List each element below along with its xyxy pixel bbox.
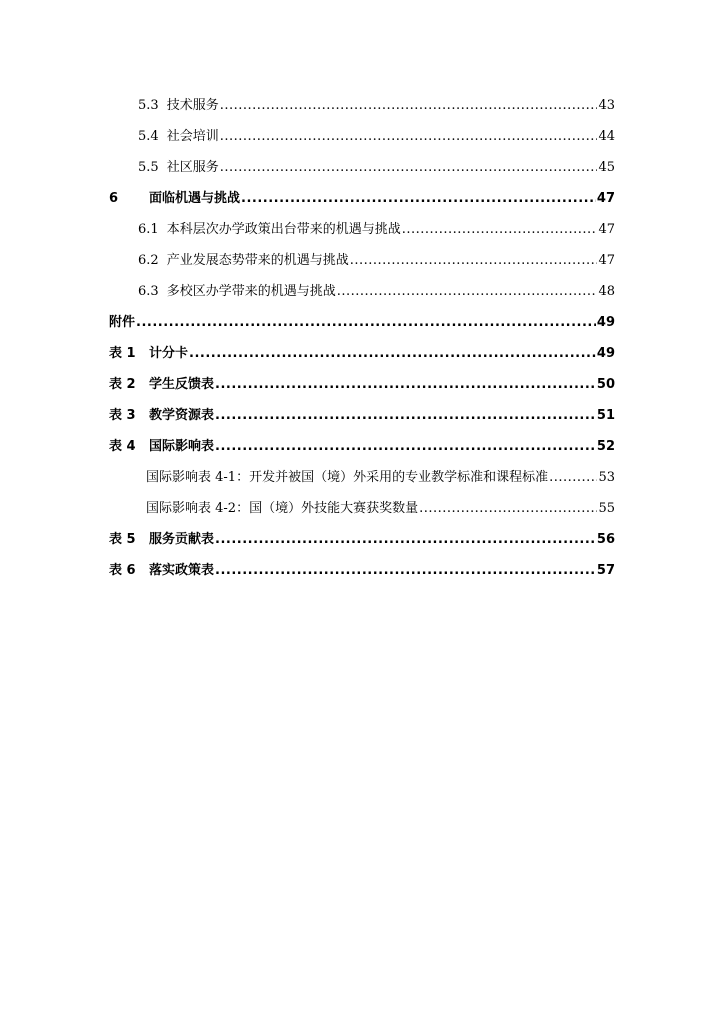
toc-leader-dots (215, 559, 596, 583)
toc-chapter-entry[interactable] (109, 342, 615, 373)
toc-entry-number: 表 2 (109, 377, 136, 392)
toc-leader-dots (419, 497, 597, 521)
toc-entry[interactable] (109, 156, 615, 187)
toc-entry-title: 附件 (109, 315, 136, 330)
toc-entry[interactable] (109, 280, 615, 311)
toc-entry-title: 国际影响表 (149, 439, 215, 454)
toc-leader-dots (215, 373, 596, 397)
toc-entry-title: 服务贡献表 (149, 532, 215, 547)
toc-entry-number: 6.3 (138, 284, 159, 299)
toc-entry[interactable] (109, 249, 615, 280)
toc-leader-dots (220, 156, 598, 180)
toc-entry-number: 表 5 (109, 532, 136, 547)
toc-entry-title: 技术服务 (166, 98, 219, 113)
toc-leader-dots (215, 528, 596, 552)
toc-entry[interactable] (109, 497, 615, 528)
toc-entry-page: 49 (596, 315, 615, 330)
toc-entry-number: 表 3 (109, 408, 136, 423)
toc-entry[interactable] (109, 218, 615, 249)
toc-chapter-entry[interactable] (109, 559, 615, 590)
toc-leader-dots (549, 466, 597, 490)
toc-entry-page: 53 (598, 470, 615, 485)
toc-entry-page: 50 (596, 377, 615, 392)
toc-entry-number: 表 6 (109, 563, 136, 578)
toc-leader-dots (215, 404, 596, 428)
toc-entry-number: 表 1 (109, 346, 136, 361)
toc-entry[interactable] (109, 125, 615, 156)
toc-entry-title: 产业发展态势带来的机遇与挑战 (166, 253, 349, 268)
toc-entry-title: 学生反馈表 (149, 377, 215, 392)
toc-entry-title: 国际影响表 4-2：国（境）外技能大赛获奖数量 (146, 501, 419, 516)
toc-chapter-entry[interactable] (109, 528, 615, 559)
toc-entry-page: 44 (598, 129, 615, 144)
toc-entry-page: 47 (598, 222, 615, 237)
toc-entry-number: 6.2 (138, 253, 159, 268)
toc-leader-dots (402, 218, 598, 242)
toc-entry-number: 5.4 (138, 129, 159, 144)
toc-entry-page: 45 (598, 160, 615, 175)
toc-entry-page: 47 (598, 253, 615, 268)
toc-chapter-entry[interactable] (109, 373, 615, 404)
toc-leader-dots (215, 435, 596, 459)
toc-leader-dots (220, 94, 598, 118)
toc-chapter-entry[interactable] (109, 404, 615, 435)
toc-chapter-entry[interactable] (109, 187, 615, 218)
toc-entry-title: 国际影响表 4-1：开发并被国（境）外采用的专业教学标准和课程标准 (146, 470, 549, 485)
toc-leader-dots (337, 280, 598, 304)
toc-leader-dots (189, 342, 596, 366)
toc-entry-title: 本科层次办学政策出台带来的机遇与挑战 (166, 222, 401, 237)
toc-leader-dots (350, 249, 598, 273)
toc-chapter-entry[interactable] (109, 311, 615, 342)
toc-entry-page: 56 (596, 532, 615, 547)
table-of-contents (109, 94, 615, 590)
toc-entry-page: 47 (596, 191, 615, 206)
toc-entry-number: 表 4 (109, 439, 136, 454)
toc-entry-page: 51 (596, 408, 615, 423)
toc-entry[interactable] (109, 94, 615, 125)
toc-entry-page: 57 (596, 563, 615, 578)
toc-entry-number: 6.1 (138, 222, 159, 237)
toc-leader-dots (241, 187, 596, 211)
toc-entry-title: 教学资源表 (149, 408, 215, 423)
toc-entry-page: 49 (596, 346, 615, 361)
toc-entry-title: 社会培训 (166, 129, 219, 144)
toc-entry-number: 5.3 (138, 98, 159, 113)
toc-entry-number: 5.5 (138, 160, 159, 175)
toc-entry[interactable] (109, 466, 615, 497)
toc-entry-title: 多校区办学带来的机遇与挑战 (166, 284, 336, 299)
toc-entry-page: 43 (598, 98, 615, 113)
toc-leader-dots (136, 311, 596, 335)
toc-entry-page: 48 (598, 284, 615, 299)
toc-entry-page: 52 (596, 439, 615, 454)
toc-entry-page: 55 (598, 501, 615, 516)
toc-entry-title: 计分卡 (149, 346, 189, 361)
toc-entry-title: 面临机遇与挑战 (149, 191, 241, 206)
toc-entry-title: 社区服务 (166, 160, 219, 175)
toc-chapter-entry[interactable] (109, 435, 615, 466)
toc-entry-title: 落实政策表 (149, 563, 215, 578)
toc-leader-dots (220, 125, 598, 149)
toc-entry-number: 6 (109, 191, 119, 206)
